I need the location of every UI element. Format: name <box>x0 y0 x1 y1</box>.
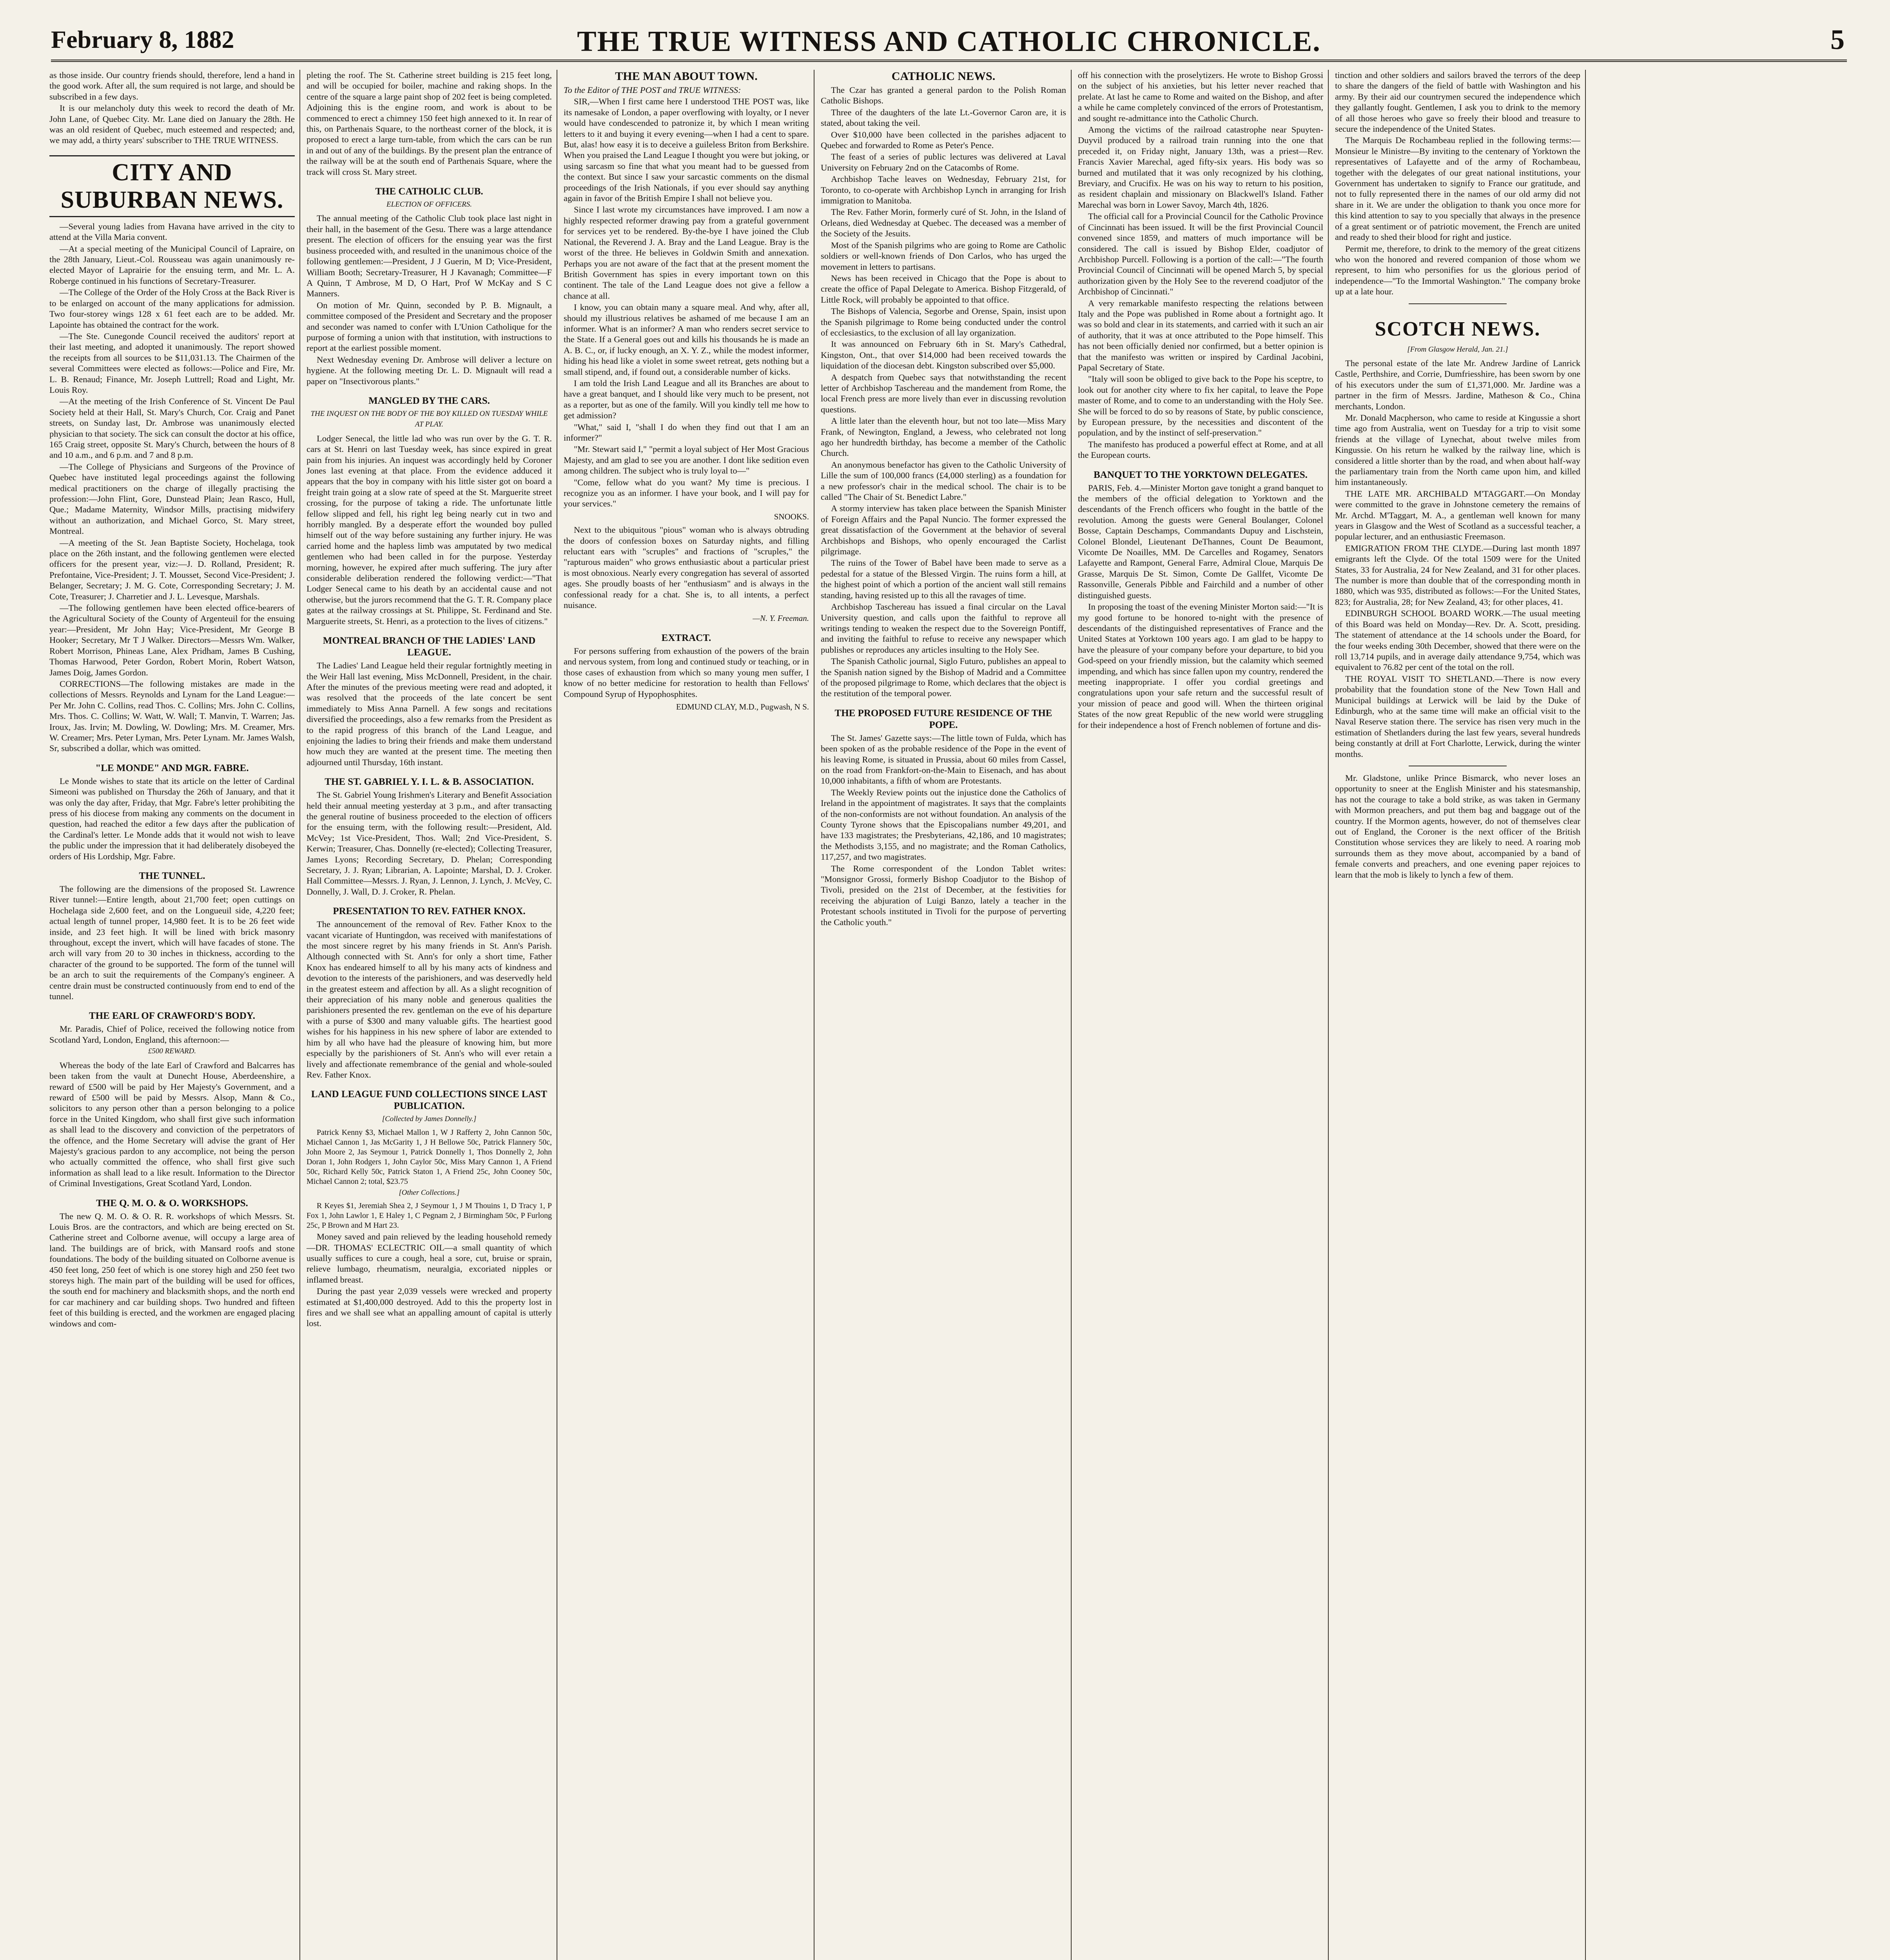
salutation: To the Editor of THE POST and TRUE WITNESS: <box>564 85 741 95</box>
paragraph: The Ladies' Land League held their regular fortnightly meeting in the Weir Hall last evening, Miss McDonnell, President, in the chair. After the minutes of the previous meeting were read and adopted, it was resolved that the proceeds of the late concert be sent immediately to Miss Anna Parnell. A few songs and recitations diversified the proceedings, also a few remarks from the President as to the rapid progress of this branch of the Land League, and enjoining the ladies to bring their friends and make them understand how much they are wanted at the present time. The meeting then adjourned until Thursday, 16th instant. <box>307 661 552 767</box>
news-item: News has been received in Chicago that the Pope is about to create the office of Papal Delegate to America. Bishop Fitzgerald, of Little Rock, will probably be appointed to that office. <box>821 273 1066 305</box>
issue-date: February 8, 1882 <box>51 25 234 53</box>
article-subheading: THE INQUEST ON THE BODY OF THE BOY KILLED ON TUESDAY WHILE AT PLAY. <box>310 409 548 429</box>
section-heading-city-news: CITY AND SUBURBAN NEWS. <box>49 155 295 217</box>
news-item: THE ROYAL VISIT TO SHETLAND.—There is now every probability that the foundation stone of the New Town Hall and Municipal buildings at Lerwick will be laid by the Duke of Edinburgh, who at the same time will make an official visit to the Naval Reserve station there. The service has risen very much in the estimation of Shetlanders during the last few years, several hundreds being constantly at drill at Fort Charlotte, Lerwick, during the winter months. <box>1335 673 1580 759</box>
article-heading: THE PROPOSED FUTURE RESIDENCE OF THE POPE. <box>834 708 1052 730</box>
news-item: —At a special meeting of the Municipal Council of Lapraire, on the 28th January, Lieut.-Col. Rousseau was again unanimously re-elected Mayor of Laprairie for the ensuing term, and Mr. L. A. Roberge continued in his functions of Secretary-Treasurer. <box>49 243 295 286</box>
news-item: A little later than the eleventh hour, but not too late—Miss Mary Frank, of Newington, England, a Jewess, who celebrated not long ago her hundredth birthday, has become a member of the Catholic Church. <box>821 416 1066 458</box>
column-rule <box>299 70 300 1960</box>
paragraph: "What," said I, "shall I do when they find out that I am an informer?" <box>564 422 809 443</box>
news-item: The ruins of the Tower of Babel have been made to serve as a pedestal for a statue of the Blessed Virgin. The ruins form a hill, at the highest point of which a portion of the ancient wall still remains standing, having resisted up to this all the ravages of time. <box>821 558 1066 600</box>
paragraph: Since I last wrote my circumstances have improved. I am now a highly respected reformer drawing pay from a grateful government for services yet to be rendered. By-the-bye I have joined the Club National, the Reverend J. A. Bray and the Land League. Bray is the worst of the three. He believes in Goldwin Smith and annexation. Perhaps you are not aware of the fact that at the present moment the British Government has spies in every important town on this continent. The tale of the Land League does not give a fellow a chance at all. <box>564 205 809 301</box>
news-item: THE LATE MR. ARCHIBALD M'TAGGART.—On Monday were committed to the grave in Johnstone cemetery the remains of Mr. Archd. M'Taggart, M. A., a gentleman well known for many years in Glasgow and the West of Scotland as a successful teacher, a popular lecturer, and an enthusiastic Freemason. <box>1335 488 1580 542</box>
article-heading: CATHOLIC NEWS. <box>891 70 996 83</box>
news-item: —The Ste. Cunegonde Council received the auditors' report at their last meeting, and adopted it unanimously. The report showed the receipts from all sources to be $11,031.13. The Chairmen of the several Committees were elected as follows:—Police and Fire, Mr. L. B. Renaud; Finance, Mr. Joseph Luttrell; Road and Light, Mr. Louis Roy. <box>49 331 295 395</box>
news-item: Over $10,000 have been collected in the parishes adjacent to Quebec and forwarded to Rome as Peter's Pence. <box>821 129 1066 151</box>
paragraph: A very remarkable manifesto respecting the relations between Italy and the Pope was published in Rome about a fortnight ago. It was so bold and clear in its statements, and carried with it such an air of authority, that it was at once attributed to the Pope himself. This has not been officially denied nor confirmed, but a better opinion is that the manifesto was written or inspired by Cardinal Jacobini, Papal Secretary of State. <box>1078 298 1323 372</box>
paragraph: "Italy will soon be obliged to give back to the Pope his sceptre, to look out for another city where to fix her capital, to leave the Pope master of Rome, and to come to an understanding with the Holy See. She will be forced to do so by reasons of State, by public conscience, by European pressure, by the necessities and discontent of the population, and by the instinct of self-preservation." <box>1078 374 1323 438</box>
article-subheading: [Other Collections.] <box>399 1188 460 1197</box>
news-item: The personal estate of the late Mr. Andrew Jardine of Lanrick Castle, Perthshire, and Corrie, Dumfriesshire, has been sworn by one of his executors under the sum of £1,371,000. Mr. Jardine was a partner in the firm of Messrs. Jardine, Matheson & Co., China merchants, London. <box>1335 358 1580 411</box>
news-item: CORRECTIONS—The following mistakes are made in the collections of Messrs. Reynolds and Lynam for the Land League:—Per Mr. John C. Collins, read Thos. C. Collins; Mrs. John C. Collins, Mrs. Thos. C. Collins; W. Watt, W. Wall; T. Manvin, T. Warren; Jas. Iroux, Jas. Irvin; M. Dowling, W. Dowling; Mrs. M. Creamer, Mrs. W. Creamer; Mrs. Peter Lyman, Mrs. Peter Lynam. Mr. James Walsh, Sr, subscribed a dollar, which was omitted. <box>49 679 295 753</box>
paragraph: Whereas the body of the late Earl of Crawford and Balcarres has been taken from the vault at Dunecht House, Aberdeenshire, a reward of £500 will be paid by Her Majesty's Government, and a reward of £500 will be paid by Messrs. Alsop, Mann & Co., solicitors to any person other than a person belonging to a police force in the United Kingdom, who shall first give such information as shall lead to the discovery and conviction of the perpetrators of the offence, and the Home Secretary will advise the grant of Her Majesty's gracious pardon to any accomplice, not being the person who actually committed the offence, who shall first give such information as shall lead to a like result. Information to the Director of Criminal Investigations, Great Scotland Yard, London. <box>49 1060 295 1189</box>
news-item: A despatch from Quebec says that notwithstanding the recent letter of Archbishop Taschereau and the mandement from Rome, the local French press are more lively than ever in discussing revolution questions. <box>821 372 1066 414</box>
paragraph: The following are the dimensions of the proposed St. Lawrence River tunnel:—Entire length, about 21,700 feet; open cuttings on Hochelaga side 2,600 feet, and on the Longueuil side, 4,220 feet; actual length of tunnel proper, 14,980 feet. It is to be 26 feet wide inside, and 23 feet high. It will be lined with brick masonry throughout, except the invert, which will have facades of stone. The arch will vary from 20 to 30 inches in thickness, according to the character of the ground to be supported. The form of the tunnel will be an arch to suit the requirements of the Company's engineer. A centre drain must be constructed continuously from end to end of the tunnel. <box>49 884 295 1002</box>
newspaper-title: THE TRUE WITNESS AND CATHOLIC CHRONICLE. <box>577 25 1321 58</box>
paragraph: "Come, fellow what do you want? My time is precious. I recognize you as an informer. I have your book, and I will pay for your services." <box>564 477 809 509</box>
paragraph: The annual meeting of the Catholic Club took place last night in their hall, in the basement of the Gesu. There was a large attendance present. The election of officers for the ensuing year was the first business proceeded with, and resulted in the unanimous choice of the following gentlemen:—President, J J Guerin, M D; Vice-President, William Booth; Secretary-Treasurer, H J Kavanagh; Committee—F A Quinn, T Ambrose, M D, O Hart, Prof W McKay and S C Manners. <box>307 213 552 299</box>
news-item: Archbishop Tache leaves on Wednesday, February 21st, for Toronto, to co-operate with Archbishop Lynch in arranging for Irish immigration to Manitoba. <box>821 174 1066 206</box>
news-item: The Bishops of Valencia, Segorbe and Orense, Spain, insist upon the Spanish pilgrimage to Rome being conducted under the control of ecclesiastics, to the exclusion of all lay organization. <box>821 306 1066 338</box>
paragraph: off his connection with the proselytizers. He wrote to Bishop Grossi on the subject of his anxieties, but his letter never reached that prelate. At last he came to Rome and waited on the Bishop, and after a while he came completely convinced of the errors of Protestantism, and sought re-admittance into the Catholic Church. <box>1078 70 1323 123</box>
paragraph: Mr. Gladstone, unlike Prince Bismarck, who never loses an opportunity to sneer at the English Minister and his statesmanship, has not the courage to take a bold strike, as was taken in Germany with Mormon preachers, and put them bag and baggage out of the country. If the Mormon agents, however, do not of themselves clear out of England, the Coroner is the next officer of the British Constitution whose services they are likely to need. A roaring mob surrounds them as they move about, accompanied by a band of female converts and preachers, and one evening paper rejoices to learn that the mob is likely to lynch a few of them. <box>1335 773 1580 880</box>
paragraph: PARIS, Feb. 4.—Minister Morton gave tonight a grand banquet to the members of the official delegation to Yorktown and the descendants of the French officers who fought in the battle of the revolution. Among the guests were General Boulanger, Colonel Bosse, Captain Deschamps, Commandants Dupuy and Lischstein, Colonel Blondel, Lieutenant DeThannes, Count De Beaumont, Vicomte De Noailles, MM. De Carcelles and Rogamey, Senators Lafayette and Rampont, General Farre, Admiral Cloue, Marquis De Grasse, Marquis De St. Simon, Comte De Gallfet, Vicomte De Rassonville, Generals Pibble and Fairchild and a number of other distinguished guests. <box>1078 483 1323 600</box>
column-rule <box>1585 70 1586 1960</box>
news-item: The Czar has granted a general pardon to the Polish Roman Catholic Bishops. <box>821 85 1066 106</box>
news-item: EDINBURGH SCHOOL BOARD WORK.—The usual meeting of this Board was held on Monday—Rev. Dr. A. Scott, presiding. The statement of attendance at the 14 schools under the Board, for the four weeks ending 30th December, showed that there were on the roll 13,714 pupils, and in average daily attendance 9,754, which was equivalent to 76.82 per cent of the total on the roll. <box>1335 608 1580 672</box>
column-3 <box>564 70 809 1960</box>
article-subheading: [From Glasgow Herald, Jan. 21.] <box>1407 345 1508 354</box>
paragraph: Among the victims of the railroad catastrophe near Spuyten-Duyvil produced by a railroad train running into the one that preceded it, on Friday night, January 13th, was a priest—Rev. Francis Xavier Marechal, aged fifty-six years. His body was so burned and mutilated that it was only recognized by his clothing, Breviary, and Crucifix. He was on his way to return to his position, as resident chaplain and missionary on Blackwell's Island. Father Marechal was born in Lower Savoy, March 4th, 1826. <box>1078 125 1323 210</box>
article-heading: MANGLED BY THE CARS. <box>368 395 490 406</box>
paragraph: The announcement of the removal of Rev. Father Knox to the vacant vicariate of Huntingdon, was received with manifestations of the most sincere regret by his many friends in St. Ann's Parish. Although connected with St. Ann's for only a short time, Father Knox has endeared himself to all by his many acts of kindness and devotion to the interests of the parishioners, and was deservedly held in the greatest esteem and affection by all. As a slight recognition of their appreciation of his many noble and generous qualities the parishioners presented the rev. gentleman on the eve of his departure with a purse of $300 and many valuable gifts. The heartiest good wishes for his happiness in his new sphere of labor are extended to him by all who have had the pleasure of knowing him, but more especially by the parishioners of St. Ann's who will ever retain a lively and affectionate remembrance of the genial and whole-souled Rev. Father Knox. <box>307 919 552 1080</box>
paragraph: SIR,—When I first came here I understood THE POST was, like its namesake of London, a paper overflowing with loyalty, or I never would have condescended to patronize it, by which I mean writing letters to it and buying it every evening—when I had a cent to spare. But, alas! how easy it is to deceive a guileless Briton from Berkshire. When you praised the Land League I thought you were but joking, or using sarcasm so fine that what you meant had to be guessed from the context. But since I saw your sarcastic comments on the dismal proceedings of the Irish Nationals, if you ever should say anything again in favor of the British Empire I shall not believe you. <box>564 96 809 203</box>
news-item: It was announced on February 6th in St. Mary's Cathedral, Kingston, Ont., that over $14,000 had been received towards the liquidation of the diocesan debt. Kingston subscribed over $5,000. <box>821 339 1066 371</box>
paragraph: tinction and other soldiers and sailors braved the terrors of the deep to share the dangers of the field of battle with Washington and his army. By their aid our countrymen secured the independence which they gallantly fought. Gentlemen, I ask you to drink to the memory of all those heroes who gave so freely their blood and treasure to secure the independence of the United States. <box>1335 70 1580 134</box>
article-heading: THE EARL OF CRAWFORD'S BODY. <box>89 1011 255 1022</box>
signature: SNOOKS. <box>774 512 809 521</box>
news-item: Most of the Spanish pilgrims who are going to Rome are Catholic soldiers or well-known friends of Don Carlos, who has urged the movement in letters to partisans. <box>821 240 1066 272</box>
paragraph: Permit me, therefore, to drink to the memory of the great citizens who won the honored and revered companion of those whom we represent, to him who personifies for us the glorious period of independence—"To the Immortal Washington." The company broke up at a late hour. <box>1335 243 1580 297</box>
paragraph: The Weekly Review points out the injustice done the Catholics of Ireland in the appointment of magistrates. It says that the complaints of the non-conformists are not without foundation. An analysis of the County Tyrone shows that the Episcopalians number 49,201, and have 133 magistrates; the Presbyterians, 42,186, and 10 magistrates; the Methodists 3,155, and no magistrate; and the Roman Catholics, 117,257, and two magistrates. <box>821 787 1066 862</box>
news-item: EMIGRATION FROM THE CLYDE.—During last month 1897 emigrants left the Clyde. Of the total 1509 were for the United States, 33 for Australia, 24 for New Zealand, and 31 for other places. The number is more than double that of the corresponding month in 1880, which was 935, distributed as follows:—For the United States, 823; for Australia, 28; for New Zealand, 43; for other places, 41. <box>1335 543 1580 607</box>
advertisement-paragraph: Money saved and pain relieved by the leading household remedy—DR. THOMAS' ECLECTRIC OIL—a small quantity of which usually suffices to cure a cough, heal a sore, cut, bruise or sprain, relieve lumbago, rheumatism, neuralgia, excoriated nipples or inflamed breast. <box>307 1232 552 1285</box>
news-item: —The College of the Order of the Holy Cross at the Back River is to be enlarged on account of the many applications for admission. Two four-storey wings 128 x 61 feet each are to be added. Mr. Lapointe has obtained the contract for the work. <box>49 287 295 330</box>
paragraph: In proposing the toast of the evening Minister Morton said:—"It is my good fortune to be honored to-night with the presence of descendants of the distinguished representatives of France and the United States at Yorktown 100 years ago. I am glad to be happy to have the pleasure of your company before your departure, to bid you God-speed on your friendly mission, but the calamity which seemed impending, and which has since fallen upon my country, rendered the meeting inappropriate. I offer you cordial greetings and congratulations upon your safe return and the successful result of your mission of peace and good will. When the thirteen original States of the now great Republic of the new world were struggling for their independence a host of French noblemen of fortune and dis- <box>1078 602 1323 730</box>
paragraph: For persons suffering from exhaustion of the powers of the brain and nervous system, from long and continued study or teaching, or in those cases of exhaustion from which so many young men suffer, I know of no better medicine for restoration to health than Fellows' Compound Syrup of Hypophosphites. <box>564 646 809 699</box>
news-item: —At the meeting of the Irish Conference of St. Vincent De Paul Society held at their Hall, St. Mary's Church, Cor. Craig and Panet streets, on Sunday last, Dr. Ambrose was unanimously elected physician to that society. The sick can consult the doctor at his office, 165 Craig street, opposite St. Mary's Church, between the hours of 8 and 10 a.m., and 6 p.m. and 7 and 8 p.m. <box>49 396 295 460</box>
paragraph: as those inside. Our country friends should, therefore, lend a hand in the good work. After all, the sum required is not large, and should be subscribed in a few days. <box>49 70 295 102</box>
article-heading: LAND LEAGUE FUND COLLECTIONS SINCE LAST PUBLICATION. <box>311 1089 548 1112</box>
paragraph: R Keyes $1, Jeremiah Shea 2, J Seymour 1, J M Thouins 1, D Tracy 1, P Fox 1, John Lawlor 1, E Haley 1, C Pegnam 2, J Birmingham 50c, P Furlong 25c, P Brown and M Hart 23. <box>307 1201 552 1230</box>
paragraph: The Rome correspondent of the London Tablet writes: "Monsignor Grossi, formerly Bishop Coadjutor to the Bishop of Tivoli, presided on the 21st of December, at the festivities for receiving the abjuration of Luigi Banzo, lately a teacher in the Protestant schools instituted in Tivoli for the purpose of perverting the Catholic youth." <box>821 863 1066 927</box>
article-heading: THE Q. M. O. & O. WORKSHOPS. <box>96 1198 248 1209</box>
article-heading: EXTRACT. <box>661 632 711 643</box>
paragraph: "Mr. Stewart said I," "permit a loyal subject of Her Most Gracious Majesty, and am glad to see you are another. I dont like sedition even among children. The subject who is truly loyal to—" <box>564 444 809 476</box>
paragraph: Mr. Paradis, Chief of Police, received the following notice from Scotland Yard, London, England, this afternoon:— <box>49 1024 295 1045</box>
news-item: —The following gentlemen have been elected office-bearers of the Agricultural Society of the County of Argenteuil for the ensuing year:—President, Mr John Hay; Vice-President, Mr George B Hooker; Secretary, Mr T J Walker. Directors—Messrs Wm. Walker, Robert Morrison, Phineas Lane, Alex Pridham, James B Cushing, Thomas Harwood, Peter Gordon, Robert Morin, Robert Watson, James Doig, James Gordon. <box>49 603 295 677</box>
column-rule <box>1071 70 1072 1960</box>
paragraph: pleting the roof. The St. Catherine street building is 215 feet long, and will be occupied for boiler, machine and raking shops. In the centre of the square a large paint shop of 202 feet is being completed. Adjoining this is the engine room, and work is about to be commenced to erect a chimney 150 feet high annexed to it. In rear of this, on Parthenais Square, to the northeast corner of the block, it is proposed to erect a large turn-table, from which the cars can be run in and out of any of the buildings. By the present plan the entrance of the railway will be at the south end of Parthenais Square, where the track will cross St. Mary street. <box>307 70 552 177</box>
article-heading: THE CATHOLIC CLUB. <box>375 186 483 197</box>
column-2 <box>307 70 552 1960</box>
paragraph: Le Monde wishes to state that its article on the letter of Cardinal Simeoni was published on Thursday the 26th of January, and that it was only the day after, Friday, that Mgr. Fabre's letter prohibiting the press of his diocese from making any comments on the document in question, had reached the editor a few days after the publication of the Cardinal's letter. Le Monde adds that it would not wish to leave the public under the impression that it had deliberately disobeyed the orders of His Lordship, Mgr. Fabre. <box>49 776 295 861</box>
paragraph: The manifesto has produced a powerful effect at Rome, and at all the European courts. <box>1078 439 1323 460</box>
column-rule <box>1328 70 1329 1960</box>
paragraph: The Marquis De Rochambeau replied in the following terms:—Monsieur le Ministre—By inviting to the centenary of Yorktown the representatives of Lafayette and of the army of Rochambeau, together with the delegates of our great national institutions, your Government has undertaken to signify to France our gratitude, and not to fully represented there in the names of our old army did not share in it. We are under the obligation to thank you once more for this kind attention to say to you specially that always in the presence of a great sentiment or of patriotic movement, the French are united and ready to shed their blood for right and justice. <box>1335 135 1580 242</box>
article-heading: "LE MONDE" AND MGR. FABRE. <box>95 762 249 773</box>
article-subheading: ELECTION OF OFFICERS. <box>386 200 472 209</box>
news-item: Three of the daughters of the late Lt.-Governor Caron are, it is stated, about taking the veil. <box>821 107 1066 128</box>
article-heading: BANQUET TO THE YORKTOWN DELEGATES. <box>1094 469 1308 480</box>
paragraph: Lodger Senecal, the little lad who was run over by the G. T. R. cars at St. Henri on last Tuesday week, has since expired in great pain from his injuries. An inquest was accordingly held by Coroner Jones last evening at that place. From the evidence adduced it appears that the boy in company with his little sister got on board a freight train going at a slow rate of speed at the St. Marguerite street crossing, for the purpose of taking a ride. The unfortunate little fellow slipped and fell, his right leg being nearly cut in two and horribly mangled. By a desperate effort the wounded boy pulled himself out of the way before sustaining any further injury. He was carried home and the hapless limb was amputated by two medical gentlemen who had been called in for the purpose. Yesterday morning, however, he expired after much suffering. The jury after considerable deliberation rendered the following verdict:—"That Lodger Senecal came to his death by an accidental cause and not otherwise, but the jurors recommend that the G. T. R. Company place gates at the railway crossings at St. Philippe, St. Ferdinand and Ste. Marguerite streets, St. Henri, as a protection to the lives of citizens." <box>307 433 552 626</box>
news-item: The Spanish Catholic journal, Siglo Futuro, publishes an appeal to the Spanish nation signed by the Bishop of Madrid and a Committee of the proposed pilgrimage to Rome, which declares that the object is the restitution of the temporal power. <box>821 656 1066 699</box>
section-heading-scotch-news: SCOTCH NEWS. <box>1375 318 1541 340</box>
paragraph: The new Q. M. O. & O. R. R. workshops of which Messrs. St. Louis Bros. are the contractors, and which are being erected on St. Catherine street and Colborne avenue, will occupy a large area of land. The buildings are of brick, with Mansard roofs and stone foundations. The body of the building situated on Colborne avenue is 450 feet long, 250 feet of which is one storey high and 250 feet two storeys high. The main part of the building will be used for offices, the south end for machinery and blacksmith shops, and the north end for car machinery and car building shops. Two hundred and fifteen feet of this building is erected, and the workmen are engaged placing windows and com- <box>49 1211 295 1328</box>
paragraph: During the past year 2,039 vessels were wrecked and property estimated at $1,400,000 destroyed. Add to this the property lost in fires and we shall see what an appalling amount of capital is utterly lost. <box>307 1286 552 1328</box>
article-heading: THE ST. GABRIEL Y. I. L. & B. ASSOCIATION. <box>325 777 534 788</box>
article-heading: MONTREAL BRANCH OF THE LADIES' LAND LEAGUE. <box>323 635 536 658</box>
paragraph: I am told the Irish Land League and all its Branches are about to have a great banquet, and I should like very much to be present, not as a reporter, but as one of the family. Will you kindly tell me how to get admission? <box>564 378 809 421</box>
news-item: —A meeting of the St. Jean Baptiste Society, Hochelaga, took place on the 26th instant, and the following gentlemen were elected officers for the present year, viz:—J. D. Rolland, President; R. Prefontaine, Vice-President; J. T. Mousset, Second Vice-President; J. Belanger, Secretary; J. M. G. Cote, Corresponding Secretary; J. M. Cote, Treasurer; J. Charretier and J. L. Levesque, Marshals. <box>49 537 295 601</box>
divider <box>1409 303 1507 304</box>
article-heading: PRESENTATION TO REV. FATHER KNOX. <box>333 906 526 917</box>
masthead <box>51 24 1847 62</box>
news-item: Archbishop Taschereau has issued a final circular on the Laval University question, and calls upon the faithful to reprove all writings tending to weaken the respect due to the Sovereign Pontiff, and inviting the faithful to refuse to receive any newspaper which publishes or reproduces any articles insulting to the Holy See. <box>821 602 1066 655</box>
article-columns <box>47 70 1846 1960</box>
attribution: —N. Y. Freeman. <box>753 613 809 623</box>
article-subheading: [Collected by James Donnelly.] <box>382 1115 477 1123</box>
signature: EDMUND CLAY, M.D., Pugwash, N S. <box>676 702 809 711</box>
paragraph: The St. James' Gazette says:—The little town of Fulda, which has been spoken of as the probable residence of the Pope in the event of his leaving Rome, is situated in Prussia, about 60 miles from Cassel, on the road from Frankfort-on-the-Main to Eisenach, and has about 10,000 inhabitants, a fifth of whom are Protestants. <box>821 733 1066 786</box>
news-item: The feast of a series of public lectures was delivered at Laval University on February 2nd on the Catacombs of Rome. <box>821 152 1066 172</box>
page-number: 5 <box>1830 24 1845 55</box>
paragraph: Next to the ubiquitous "pious" woman who is always obtruding the doors of confession boxes on Saturday nights, and filling reluctant ears with "scruples" and fractions of "scruples," the "rapturous maiden" who grows enthusiastic about a particular priest is most obnoxious. Nearly every congregation has several of assorted ages. She proudly boasts of her "enthusiasm" and is always in the confessional ready for a chat. She is, to all intents, a perfect nuisance. <box>564 525 809 610</box>
paragraph: It is our melancholy duty this week to record the death of Mr. John Lane, of Quebec City. Mr. Lane died on January the 28th. He was an old resident of Quebec, much esteemed and respected; and, we may add, a thirty years' subscriber to THE TRUE WITNESS. <box>49 103 295 145</box>
news-item: —The College of Physicians and Surgeons of the Province of Quebec have instituted legal proceedings against the following medical practitioners on the charge of illegally practising the profession:—John Flint, Gore, Dunstead Plain; Jean Rasco, Hull, Que.; Madame Maternity, Windsor Mills, practising midwifery without an authorization, and Michael Gorco, St. Mary street, Montreal. <box>49 461 295 536</box>
article-heading: THE TUNNEL. <box>139 871 205 881</box>
article-heading: THE MAN ABOUT TOWN. <box>615 70 758 83</box>
news-item: An anonymous benefactor has given to the Catholic University of Lille the sum of 100,000 francs (£4,000 sterling) as a foundation for a new professor's chair in the medical school. The chair is to be called "The Chair of St. Benedict Labre." <box>821 459 1066 502</box>
column-4 <box>821 70 1066 1960</box>
paragraph: I know, you can obtain many a square meal. And why, after all, should my illustrious relatives be ashamed of me because I am an informer. What is an informer? A man who renders secret service to the State. If a General goes out and kills his thousands he is made an A. B. C., or, if lucky enough, an X. Y. Z., while the modest informer, hiding his head like a violet in some sweet retreat, gets nothing but a small stipend, and, if found out, a considerable number of kicks. <box>564 302 809 377</box>
column-6 <box>1335 70 1580 1960</box>
paragraph: Patrick Kenny $3, Michael Mallon 1, W J Rafferty 2, John Cannon 50c, Michael Cannon 1, Jas McGarity 1, J H Bellowe 50c, Patrick Flannery 50c, John Moore 2, Jas Seymour 1, Patrick Donnelly 1, Thos Donnelly 2, John Doran 1, John Rodgers 1, John Caylor 50c, Miss Mary Cannon 1, A Friend 50c, Richard Kelly 50c, Patrick Staton 1, A Friend 25c, John Cooney 50c, Michael Cannon 2; total, $23.75 <box>307 1128 552 1186</box>
news-item: A stormy interview has taken place between the Spanish Minister of Foreign Affairs and the Papal Nuncio. The former expressed the great dissatisfaction of the Government at the behavior of several Archbishops and Bishops, who openly encouraged the Carlist pilgrimage. <box>821 503 1066 557</box>
news-item: —Several young ladies from Havana have arrived in the city to attend at the Villa Maria convent. <box>49 221 295 242</box>
column-5 <box>1078 70 1323 1960</box>
paragraph: The St. Gabriel Young Irishmen's Literary and Benefit Association held their annual meeting yesterday at 3 p.m., and after transacting the general routine of business proceeded to the election of officers for the ensuing term, with the following result:—President, Ald. McVey; 1st Vice-President, Thos. Wall; 2nd Vice-President, S. Kerwin; Treasurer, Chas. Donnelly (re-elected); Collecting Treasurer, James Lyons; Recording Secretary, D. Phelan; Corresponding Secretary, J. J. Ryan; Librarian, A. Lapointe; Marshal, D. J. Croker. Hall Committee—Messrs. J. Ryan, J. Lennon, J. Lynch, J. McVey, C. Donnelly, J. Wall, D. J. Croker, R. Phelan. <box>307 790 552 897</box>
reward-line: £500 REWARD. <box>148 1047 196 1056</box>
news-item: The Rev. Father Morin, formerly curé of St. John, in the Island of Orleans, died Wednesday at Quebec. The deceased was a member of the Society of the Jesuits. <box>821 207 1066 239</box>
column-1 <box>49 70 295 1960</box>
paragraph: The official call for a Provincial Council for the Catholic Province of Cincinnati has been issued. It will be the first Provincial Council convened since 1859, and matters of much importance will be considered. The call is issued by Bishop Elder, coadjutor of Archbishop Purcell. Following is a portion of the call:—"The fourth Provincial Council of Cincinnati will be opened March 5, by special authorization given by the Holy See to the reverend coadjutor of the Archbishop of Cincinnati." <box>1078 211 1323 297</box>
paragraph: On motion of Mr. Quinn, seconded by P. B. Mignault, a committee composed of the President and Secretary and the proposer and seconder was named to confer with L'Union Catholique for the purpose of forming a union with that institution, with instructions to report at the earliest possible moment. <box>307 300 552 353</box>
paragraph: Next Wednesday evening Dr. Ambrose will deliver a lecture on hygiene. At the following meeting Dr. L. D. Mignault will read a paper on "Insectivorous plants." <box>307 354 552 386</box>
news-item: Mr. Donald Macpherson, who came to reside at Kingussie a short time ago from Australia, went on Tuesday for a trip to visit some friends at the village of Lynechat, about twelve miles from Kingussie. On his return he walked by the railway line, which is considered a little shorter than by the road, and when about half-way the parliamentary train from the North came upon him, and killed him instantaneously. <box>1335 412 1580 487</box>
